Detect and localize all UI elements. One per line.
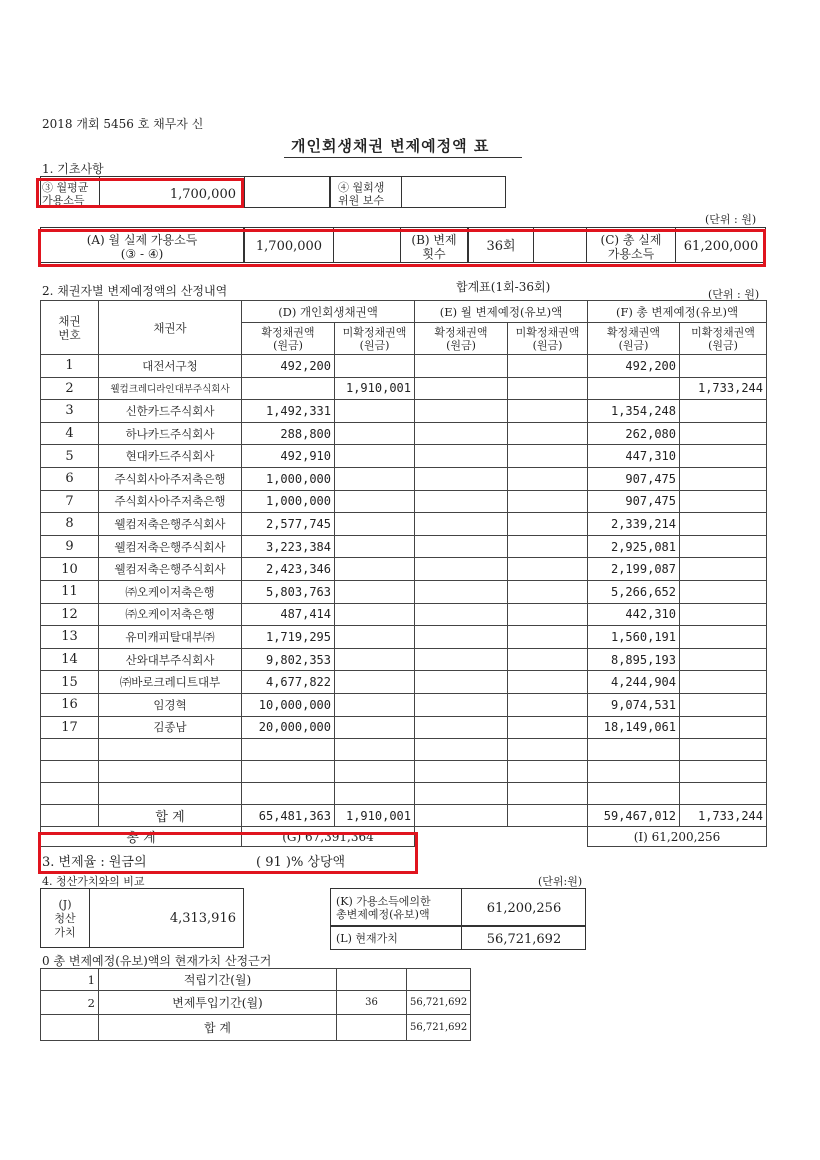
d-unconfirmed bbox=[335, 535, 415, 558]
f-confirmed: 18,149,061 bbox=[588, 716, 680, 739]
e-confirmed bbox=[415, 626, 508, 649]
table-row bbox=[41, 490, 767, 513]
section1-label: 1. 기초사항 bbox=[42, 162, 104, 176]
creditor-no: 16 bbox=[41, 693, 99, 716]
f-unconfirmed bbox=[680, 671, 767, 694]
d-confirmed: 492,910 bbox=[242, 445, 335, 468]
d-confirmed: 288,800 bbox=[242, 422, 335, 445]
creditor-table bbox=[40, 300, 767, 847]
creditor-no: 9 bbox=[41, 535, 99, 558]
e-unconfirmed bbox=[508, 355, 588, 378]
e-unconfirmed bbox=[508, 445, 588, 468]
col-f-header: (F) 총 변제예정(유보)액 bbox=[588, 301, 767, 323]
table-row bbox=[41, 513, 767, 536]
f-confirmed: 447,310 bbox=[588, 445, 680, 468]
highlight-monthly-income bbox=[36, 178, 244, 208]
table-row bbox=[41, 626, 767, 649]
creditor-name: 주식회사아주저축은행 bbox=[99, 467, 242, 490]
e-unconfirmed-header: 미확정채권액 (원금) bbox=[508, 323, 588, 355]
c-label: (C) 총 실제 가용소득 bbox=[600, 233, 662, 261]
creditor-no: 5 bbox=[41, 445, 99, 468]
f-confirmed: 442,310 bbox=[588, 603, 680, 626]
d-unconfirmed bbox=[335, 513, 415, 536]
d-unconfirmed bbox=[335, 580, 415, 603]
e-confirmed bbox=[415, 693, 508, 716]
present-value-table bbox=[40, 968, 471, 1041]
creditor-name: 산와대부주식회사 bbox=[99, 648, 242, 671]
e-unconfirmed bbox=[508, 422, 588, 445]
pv-sum-label: 합 계 bbox=[99, 1015, 337, 1041]
table-row bbox=[41, 467, 767, 490]
d-confirmed: 2,423,346 bbox=[242, 558, 335, 581]
f-unconfirmed bbox=[680, 422, 767, 445]
d-confirmed bbox=[242, 377, 335, 400]
d-confirmed: 2,577,745 bbox=[242, 513, 335, 536]
f-confirmed: 492,200 bbox=[588, 355, 680, 378]
f-confirmed: 4,244,904 bbox=[588, 671, 680, 694]
e-confirmed bbox=[415, 558, 508, 581]
creditor-no: 12 bbox=[41, 603, 99, 626]
creditor-name: 웰컴크레디라인대부주식회사 bbox=[99, 377, 242, 400]
d-confirmed: 20,000,000 bbox=[242, 716, 335, 739]
e-unconfirmed bbox=[508, 400, 588, 423]
d-confirmed: 9,802,353 bbox=[242, 648, 335, 671]
b-label: (B) 변제 횟수 bbox=[411, 233, 457, 261]
e-unconfirmed bbox=[508, 603, 588, 626]
creditor-name: 임경혁 bbox=[99, 693, 242, 716]
pv-row2-value: 56,721,692 bbox=[407, 991, 471, 1015]
e-confirmed-header: 확정채권액 (원금) bbox=[415, 323, 508, 355]
d-unconfirmed-header: 미확정채권액 (원금) bbox=[335, 323, 415, 355]
f-unconfirmed bbox=[680, 445, 767, 468]
f-confirmed: 1,560,191 bbox=[588, 626, 680, 649]
creditor-name: ㈜바로크레디트대부 bbox=[99, 671, 242, 694]
creditor-no: 6 bbox=[41, 467, 99, 490]
pv-row2-no: 2 bbox=[41, 991, 99, 1015]
e-confirmed bbox=[415, 603, 508, 626]
table-row bbox=[41, 400, 767, 423]
f-unconfirmed bbox=[680, 467, 767, 490]
k-value: 61,200,256 bbox=[486, 901, 562, 916]
table-row bbox=[41, 648, 767, 671]
d-unconfirmed bbox=[335, 490, 415, 513]
section2-subtitle: 합계표(1회-36회) bbox=[456, 280, 551, 294]
d-confirmed: 1,000,000 bbox=[242, 490, 335, 513]
l-value: 56,721,692 bbox=[486, 932, 562, 947]
pv-row1-label: 적립기간(월) bbox=[99, 969, 337, 991]
creditor-name: 신한카드주식회사 bbox=[99, 400, 242, 423]
creditor-no: 13 bbox=[41, 626, 99, 649]
l-label: (L) 현재가치 bbox=[336, 932, 398, 945]
creditor-name: 유미캐피탈대부㈜ bbox=[99, 626, 242, 649]
case-number-line: 2018 개회 5456 호 채무자 신 bbox=[42, 117, 204, 131]
creditor-no: 17 bbox=[41, 716, 99, 739]
e-unconfirmed bbox=[508, 513, 588, 536]
f-unconfirmed bbox=[680, 716, 767, 739]
d-confirmed: 1,000,000 bbox=[242, 467, 335, 490]
pv-row2-label: 변제투입기간(월) bbox=[99, 991, 337, 1015]
creditor-name: 현대카드주식회사 bbox=[99, 445, 242, 468]
f-unconfirmed bbox=[680, 603, 767, 626]
j-label: (J) 청산 가치 bbox=[54, 898, 76, 939]
e-confirmed bbox=[415, 716, 508, 739]
f-confirmed: 2,925,081 bbox=[588, 535, 680, 558]
monthly-income-label: ③ 월평균 가용소득 bbox=[42, 181, 89, 207]
creditor-name: ㈜오케이저축은행 bbox=[99, 603, 242, 626]
f-confirmed: 8,895,193 bbox=[588, 648, 680, 671]
e-unconfirmed bbox=[508, 693, 588, 716]
e-confirmed bbox=[415, 648, 508, 671]
d-confirmed-header: 확정채권액 (원금) bbox=[242, 323, 335, 355]
creditor-name: 웰컴저축은행주식회사 bbox=[99, 558, 242, 581]
creditor-no: 7 bbox=[41, 490, 99, 513]
d-confirmed: 1,492,331 bbox=[242, 400, 335, 423]
table-row bbox=[41, 716, 767, 739]
d-unconfirmed bbox=[335, 716, 415, 739]
section4-label: 4. 청산가치와의 비교 bbox=[42, 875, 145, 888]
creditor-name: 주식회사아주저축은행 bbox=[99, 490, 242, 513]
e-unconfirmed bbox=[508, 716, 588, 739]
table-row bbox=[41, 377, 767, 400]
col-creditor-header: 채권자 bbox=[99, 301, 242, 355]
j-value: 4,313,916 bbox=[169, 911, 236, 926]
table-row bbox=[41, 580, 767, 603]
sum-d-unconfirmed: 1,910,001 bbox=[335, 805, 415, 827]
e-confirmed bbox=[415, 377, 508, 400]
sum-label: 합 계 bbox=[99, 805, 242, 827]
f-unconfirmed bbox=[680, 558, 767, 581]
unit-label-1: (단위 : 원) bbox=[705, 213, 757, 226]
e-unconfirmed bbox=[508, 490, 588, 513]
d-unconfirmed bbox=[335, 355, 415, 378]
k-label: (K) 가용소득에의한 총변제예정(유보)액 bbox=[336, 895, 431, 921]
creditor-no: 3 bbox=[41, 400, 99, 423]
sum-f-confirmed: 59,467,012 bbox=[588, 805, 680, 827]
e-confirmed bbox=[415, 580, 508, 603]
table-row bbox=[41, 422, 767, 445]
table-row bbox=[41, 558, 767, 581]
f-confirmed: 907,475 bbox=[588, 467, 680, 490]
section2-label: 2. 채권자별 변제예정액의 산정내역 bbox=[42, 284, 228, 298]
d-confirmed: 487,414 bbox=[242, 603, 335, 626]
d-unconfirmed bbox=[335, 626, 415, 649]
d-unconfirmed bbox=[335, 648, 415, 671]
c-value: 61,200,000 bbox=[683, 239, 759, 254]
d-confirmed: 3,223,384 bbox=[242, 535, 335, 558]
total-i: (I) 61,200,256 bbox=[588, 827, 767, 847]
f-confirmed: 907,475 bbox=[588, 490, 680, 513]
f-unconfirmed: 1,733,244 bbox=[680, 377, 767, 400]
creditor-no: 4 bbox=[41, 422, 99, 445]
creditor-no: 11 bbox=[41, 580, 99, 603]
e-confirmed bbox=[415, 467, 508, 490]
creditor-no: 10 bbox=[41, 558, 99, 581]
f-unconfirmed bbox=[680, 400, 767, 423]
e-unconfirmed bbox=[508, 648, 588, 671]
creditor-no: 1 bbox=[41, 355, 99, 378]
a-label: (A) 월 실제 가용소득 (③ - ④) bbox=[86, 233, 198, 261]
unit-label-2: (단위 : 원) bbox=[708, 288, 760, 301]
e-confirmed bbox=[415, 445, 508, 468]
f-confirmed: 5,266,652 bbox=[588, 580, 680, 603]
e-confirmed bbox=[415, 513, 508, 536]
creditor-name: 웰컴저축은행주식회사 bbox=[99, 535, 242, 558]
f-confirmed: 262,080 bbox=[588, 422, 680, 445]
section5-label: 0 총 변제예정(유보)액의 현재가치 산정근거 bbox=[42, 954, 272, 968]
monthly-income-value: 1,700,000 bbox=[169, 187, 236, 202]
d-confirmed: 5,803,763 bbox=[242, 580, 335, 603]
table-row bbox=[41, 535, 767, 558]
e-unconfirmed bbox=[508, 580, 588, 603]
creditor-no: 2 bbox=[41, 377, 99, 400]
a-value: 1,700,000 bbox=[255, 239, 323, 254]
e-confirmed bbox=[415, 490, 508, 513]
f-unconfirmed bbox=[680, 535, 767, 558]
highlight-income-summary bbox=[38, 229, 766, 267]
creditor-no: 8 bbox=[41, 513, 99, 536]
creditor-no: 14 bbox=[41, 648, 99, 671]
col-no-header: 채권 번호 bbox=[41, 301, 99, 355]
e-unconfirmed bbox=[508, 626, 588, 649]
d-unconfirmed: 1,910,001 bbox=[335, 377, 415, 400]
total-label: 총 계 bbox=[41, 827, 242, 847]
f-unconfirmed bbox=[680, 355, 767, 378]
d-confirmed: 1,719,295 bbox=[242, 626, 335, 649]
col-e-header: (E) 월 변제예정(유보)액 bbox=[415, 301, 588, 323]
f-unconfirmed-header: 미확정채권액 (원금) bbox=[680, 323, 767, 355]
creditor-no: 15 bbox=[41, 671, 99, 694]
d-unconfirmed bbox=[335, 445, 415, 468]
col-d-header: (D) 개인회생채권액 bbox=[242, 301, 415, 323]
table-row bbox=[41, 355, 767, 378]
f-unconfirmed bbox=[680, 513, 767, 536]
pv-row1-no: 1 bbox=[41, 969, 99, 991]
d-unconfirmed bbox=[335, 693, 415, 716]
e-confirmed bbox=[415, 355, 508, 378]
repayment-rate-label: 3. 변제율 : 원금의 bbox=[42, 855, 147, 870]
total-g: (G) 67,391,364 bbox=[242, 827, 415, 847]
sum-f-unconfirmed: 1,733,244 bbox=[680, 805, 767, 827]
d-unconfirmed bbox=[335, 558, 415, 581]
sum-d-confirmed: 65,481,363 bbox=[242, 805, 335, 827]
creditor-name: 웰컴저축은행주식회사 bbox=[99, 513, 242, 536]
table-row bbox=[41, 693, 767, 716]
f-confirmed: 2,199,087 bbox=[588, 558, 680, 581]
f-confirmed: 2,339,214 bbox=[588, 513, 680, 536]
creditor-name: ㈜오케이저축은행 bbox=[99, 580, 242, 603]
d-unconfirmed bbox=[335, 422, 415, 445]
f-unconfirmed bbox=[680, 490, 767, 513]
e-confirmed bbox=[415, 671, 508, 694]
f-confirmed-header: 확정채권액 (원금) bbox=[588, 323, 680, 355]
f-confirmed bbox=[588, 377, 680, 400]
f-confirmed: 1,354,248 bbox=[588, 400, 680, 423]
trustee-fee-label: ④ 월회생 위원 보수 bbox=[338, 181, 385, 207]
creditor-name: 하나카드주식회사 bbox=[99, 422, 242, 445]
f-confirmed: 9,074,531 bbox=[588, 693, 680, 716]
pv-sum-value: 56,721,692 bbox=[407, 1015, 471, 1041]
d-unconfirmed bbox=[335, 671, 415, 694]
d-unconfirmed bbox=[335, 603, 415, 626]
e-confirmed bbox=[415, 422, 508, 445]
f-unconfirmed bbox=[680, 693, 767, 716]
e-unconfirmed bbox=[508, 377, 588, 400]
d-unconfirmed bbox=[335, 400, 415, 423]
e-unconfirmed bbox=[508, 467, 588, 490]
e-confirmed bbox=[415, 400, 508, 423]
b-value: 36회 bbox=[486, 239, 516, 254]
e-confirmed bbox=[415, 535, 508, 558]
unit-label-3: (단위:원) bbox=[538, 875, 583, 888]
table-row bbox=[41, 603, 767, 626]
d-unconfirmed bbox=[335, 467, 415, 490]
document-title: 개인회생채권 변제예정액 표 bbox=[291, 137, 490, 155]
e-unconfirmed bbox=[508, 535, 588, 558]
e-unconfirmed bbox=[508, 558, 588, 581]
creditor-name: 김종남 bbox=[99, 716, 242, 739]
d-confirmed: 4,677,822 bbox=[242, 671, 335, 694]
f-unconfirmed bbox=[680, 648, 767, 671]
pv-row2-months: 36 bbox=[337, 991, 407, 1015]
table-row bbox=[41, 671, 767, 694]
creditor-name: 대전서구청 bbox=[99, 355, 242, 378]
d-confirmed: 492,200 bbox=[242, 355, 335, 378]
repayment-rate-value: ( 91 )% 상당액 bbox=[256, 855, 346, 870]
title-underline bbox=[284, 157, 522, 158]
f-unconfirmed bbox=[680, 580, 767, 603]
d-confirmed: 10,000,000 bbox=[242, 693, 335, 716]
highlight-total-rate bbox=[38, 832, 418, 874]
table-row bbox=[41, 445, 767, 468]
e-unconfirmed bbox=[508, 671, 588, 694]
f-unconfirmed bbox=[680, 626, 767, 649]
